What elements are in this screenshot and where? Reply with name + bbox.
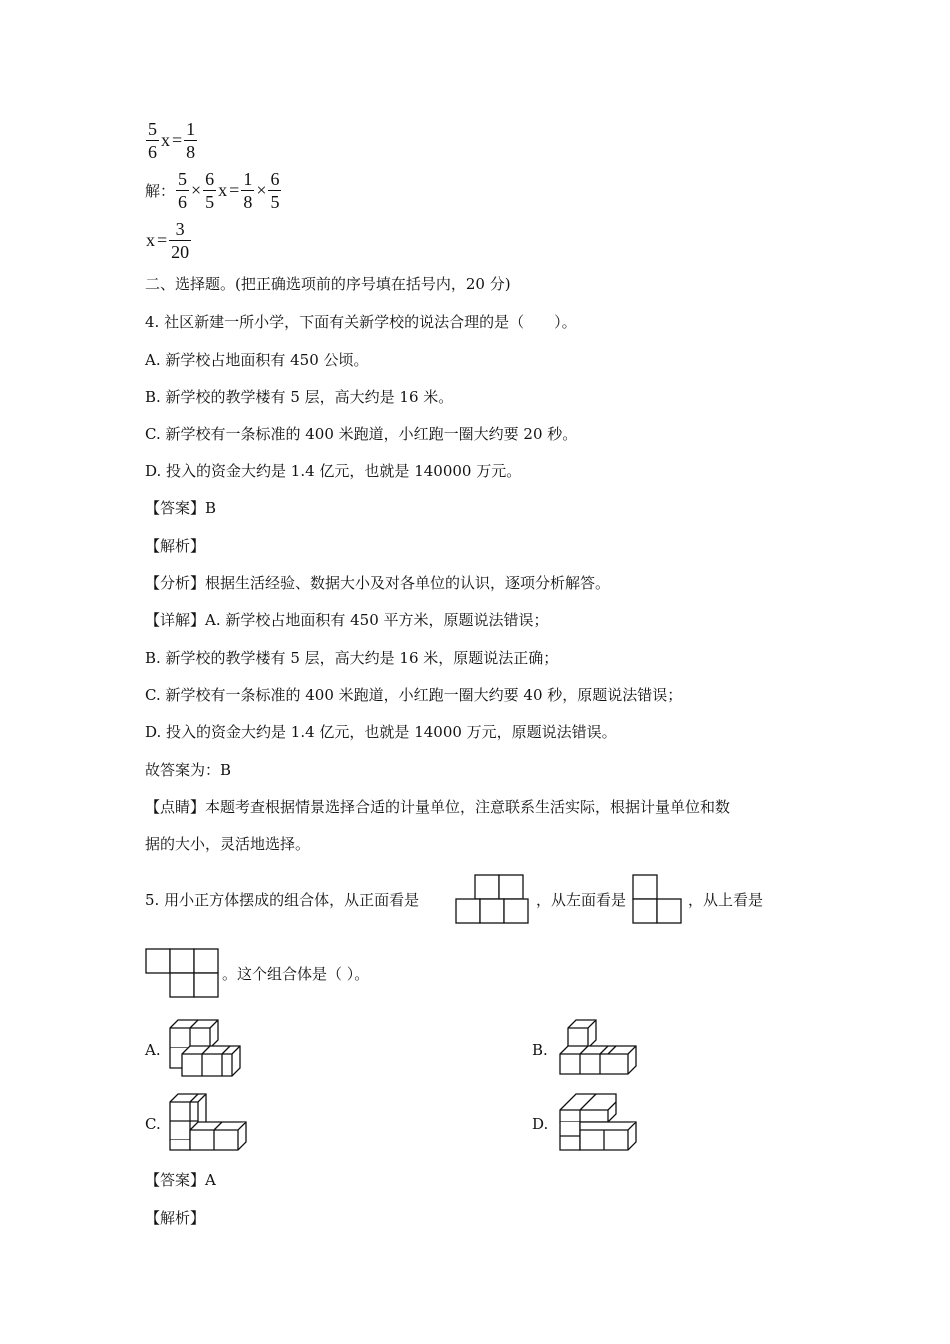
q5-stem-part-3: ，从上看是: [688, 891, 764, 909]
fraction: $\frac{1}{8}$: [243, 168, 253, 212]
option-c-cube-figure: [166, 1090, 250, 1154]
top-view-figure: [145, 948, 221, 1000]
q4-detail-b: B. 新学校的教学楼有 5 层，高大约是 16 米，原题说法正确；: [145, 649, 559, 667]
q5-option-label-b: B.: [532, 1041, 548, 1059]
equation-row-2: 解： $\frac{5}{6}$ × $\frac{6}{5}$ x = $\frac{1}{8}$ × $\frac{6}{5}$: [145, 168, 280, 212]
q5-analysis-label: 【解析】: [145, 1209, 206, 1227]
equation-row-3: x = $\frac{3}{20}$: [146, 218, 190, 262]
fraction: $\frac{6}{5}$: [270, 168, 280, 212]
left-view-figure: [632, 874, 684, 926]
fraction: $\frac{6}{5}$: [205, 168, 215, 212]
q4-analysis-label: 【解析】: [145, 537, 206, 555]
q4-dianjing-line-1: 【点睛】本题考查根据情景选择合适的计量单位，注意联系生活实际，根据计量单位和数: [145, 798, 731, 816]
q4-detail-a: 【详解】A. 新学校占地面积有 450 平方米，原题说法错误；: [145, 611, 549, 629]
q4-option-c: C. 新学校有一条标准的 400 米跑道，小红跑一圈大约要 20 秒。: [145, 425, 578, 443]
option-a-cube-figure: [166, 1018, 246, 1080]
option-b-cube-figure: [556, 1018, 640, 1080]
q4-dianjing-line-2: 据的大小，灵活地选择。: [145, 835, 311, 853]
front-view-figure: [455, 874, 531, 926]
q4-detail-d: D. 投入的资金大约是 1.4 亿元，也就是 14000 万元，原题说法错误。: [145, 723, 617, 741]
section-title: 二、选择题。(把正确选项前的序号填在括号内，20 分): [145, 275, 511, 293]
q5-stem-part-4: 。这个组合体是（ ）。: [222, 965, 370, 983]
fraction: $\frac{5}{6}$: [148, 118, 157, 162]
q4-stem: 4. 社区新建一所小学，下面有关新学校的说法合理的是（ ）。: [145, 313, 577, 331]
equation-row-1: $\frac{5}{6}$ x = $\frac{1}{8}$: [148, 118, 196, 162]
option-d-cube-figure: [556, 1090, 640, 1154]
q5-stem-part-1: 5. 用小正方体摆成的组合体，从正面看是: [145, 891, 420, 909]
q5-option-label-c: C.: [145, 1115, 161, 1133]
q4-conclusion: 故答案为：B: [145, 761, 232, 779]
q4-option-a: A. 新学校占地面积有 450 公顷。: [145, 351, 369, 369]
q5-option-label-d: D.: [532, 1115, 549, 1133]
q4-option-b: B. 新学校的教学楼有 5 层，高大约是 16 米。: [145, 388, 454, 406]
fraction: $\frac{5}{6}$: [178, 168, 188, 212]
q4-detail-c: C. 新学校有一条标准的 400 米跑道，小红跑一圈大约要 40 秒，原题说法错误；: [145, 686, 683, 704]
q5-answer: 【答案】A: [145, 1171, 216, 1189]
fraction: $\frac{3}{20}$: [171, 218, 190, 262]
q4-option-d: D. 投入的资金大约是 1.4 亿元，也就是 140000 万元。: [145, 462, 522, 480]
q5-stem-part-2: ，从左面看是: [536, 891, 627, 909]
q4-answer: 【答案】B: [145, 499, 217, 517]
fraction: $\frac{1}{8}$: [186, 118, 196, 162]
q5-option-label-a: A.: [145, 1041, 161, 1059]
q4-fenxi: 【分析】根据生活经验、数据大小及对各单位的认识，逐项分析解答。: [145, 574, 611, 592]
